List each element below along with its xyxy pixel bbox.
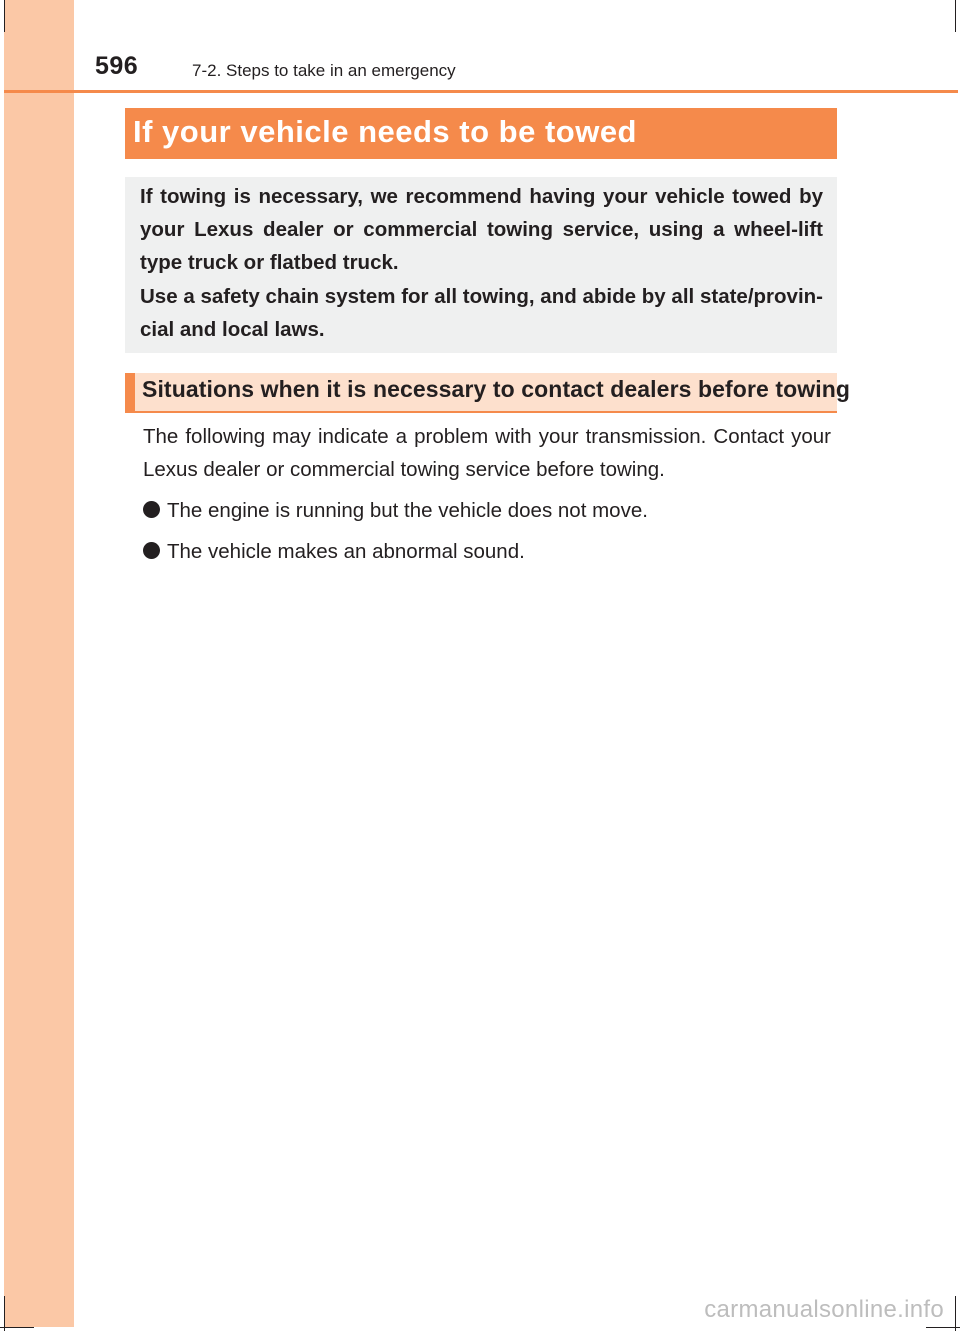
bullet-icon: [143, 542, 160, 559]
summary-box: [125, 177, 837, 353]
subheading-accent: [125, 373, 135, 411]
list-item: [143, 496, 648, 526]
crop-mark-bottom-right: [955, 1296, 956, 1331]
summary-paragraph-1: If towing is necessary, we recommend having your vehicle towed by your Lexus dealer or commercial towing service, using a wheel-lift type truck or flatbed truck.: [140, 185, 823, 275]
crop-mark-bottom-left: [4, 1296, 5, 1331]
subheading-bar: [125, 373, 851, 413]
header-rule: [4, 90, 958, 93]
subheading-text: Situations when it is necessary to contact dealers before towing: [142, 376, 851, 402]
list-item-text: The vehicle makes an abnormal sound.: [167, 540, 525, 563]
intro-paragraph: The following may indicate a problem with your transmission. Contact your Lexus dealer or commercial towing service before towing.: [143, 425, 831, 481]
crop-mark-top-left: [4, 0, 5, 32]
crop-mark-top-right: [955, 0, 956, 32]
crop-mark-bottom-left-h: [0, 1327, 34, 1328]
page-number: 596: [95, 52, 139, 80]
chapter-side-tab: [4, 0, 74, 1327]
watermark: carmanualsonline.info: [704, 1296, 944, 1323]
list-item-text: The engine is running but the vehicle does not move.: [167, 499, 648, 522]
list-item: [143, 537, 525, 567]
crop-mark-bottom-right-h: [926, 1327, 960, 1328]
bullet-icon: [143, 501, 160, 518]
summary-paragraph-2: Use a safety chain system for all towing, and abide by all state/provin-cial and local laws.: [140, 284, 823, 341]
section-path: 7-2. Steps to take in an emergency: [192, 61, 456, 80]
page-title: If your vehicle needs to be towed: [125, 108, 837, 159]
